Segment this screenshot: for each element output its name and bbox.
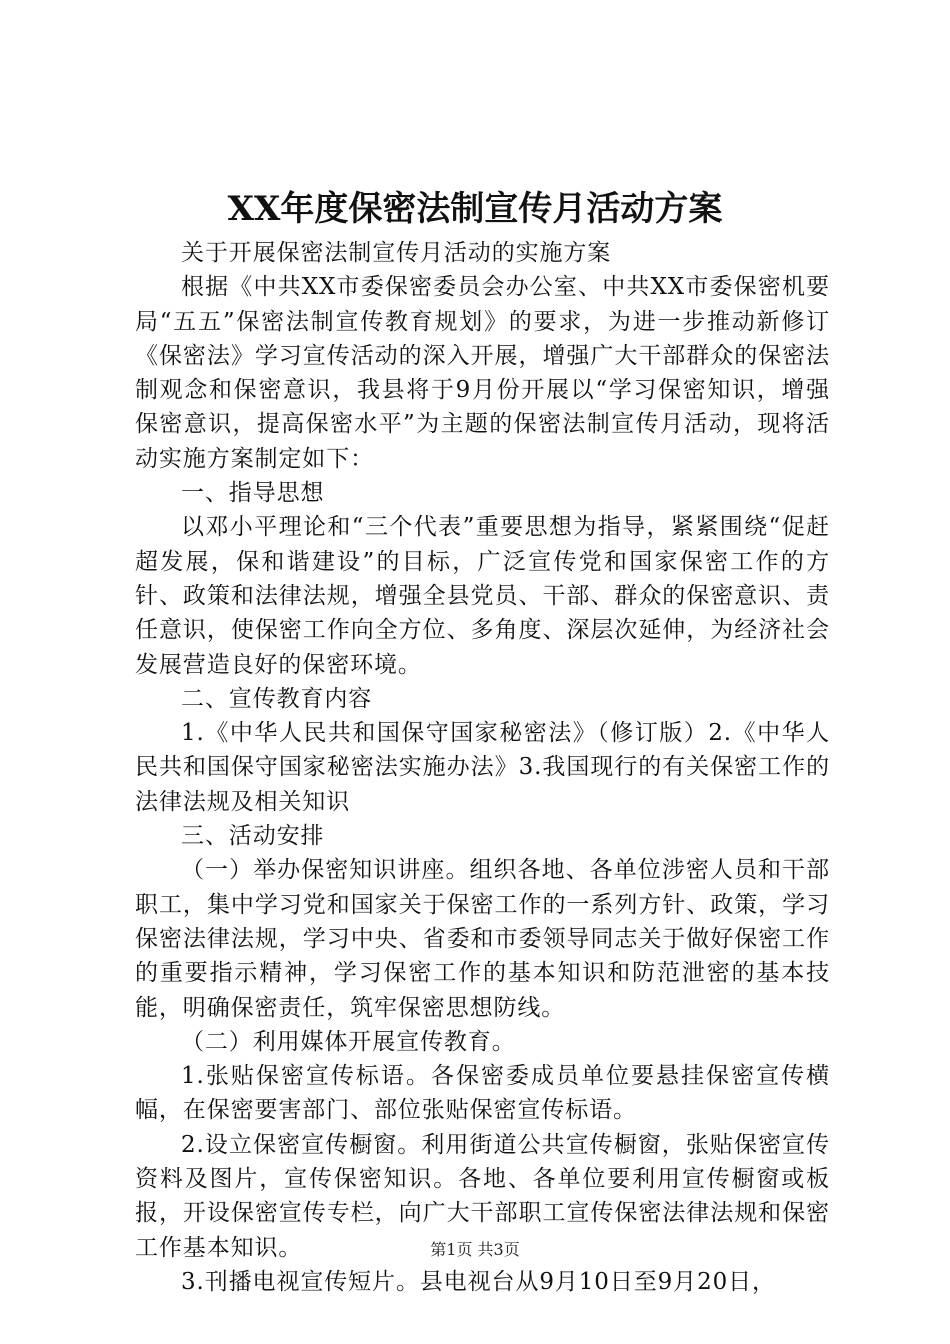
intro-paragraph: 根据《中共XX市委保密委员会办公室、中共XX市委保密机要局“五五”保密法制宣传教育规划》的要求，为进一步推动新修订《保密法》学习宣传活动的深入开展，增强广大干部群众的保密法制观念和保密意识，我县将于9月份开展以“学习保密知识，增强保密意识，提高保密水平”为主题的保密法制宣传月活动，现将活动实施方案制定如下： <box>135 274 830 472</box>
body-paragraph: 1.张贴保密宣传标语。各保密委成员单位要悬挂保密宣传横幅，在保密要害部门、部位张贴保密宣传标语。 <box>135 1063 830 1124</box>
body-paragraph: 1.《中华人民共和国保守国家秘密法》（修订版）2.《中华人民共和国保守国家秘密法实施办法》3.我国现行的有关保密工作的法律法规及相关知识 <box>135 720 830 815</box>
subtitle-paragraph: 关于开展保密法制宣传月活动的实施方案 <box>181 240 612 266</box>
body-paragraph: 以邓小平理论和“三个代表”重要思想为指导，紧紧围绕“促赶超发展，保和谐建设”的目标，广泛宣传党和国家保密工作的方针、政策和法律法规，增强全县党员、干部、群众的保密意识、责任意识，使保密工作向全方位、多角度、深层次延伸，为经济社会发展营造良好的保密环境。 <box>135 514 830 678</box>
section-heading: 三、活动安排 <box>181 823 325 850</box>
document-title: XX年度保密法制宣传月活动方案 <box>227 189 723 229</box>
body-paragraph: 3.刊播电视宣传短片。县电视台从9月10日至9月20日， <box>181 1268 776 1295</box>
section-heading: 二、宣传教育内容 <box>181 685 373 712</box>
document-body <box>135 236 830 1299</box>
page-footer: 第1页 共3页 <box>430 1240 520 1259</box>
body-paragraph: 2.设立保密宣传橱窗。利用街道公共宣传橱窗，张贴保密宣传资料及图片，宣传保密知识。各地、各单位要利用宣传橱窗或板报，开设保密宣传专栏，向广大干部职工宣传保密法律法规和保密工作基本知识。 <box>135 1131 830 1261</box>
body-paragraph: （一）举办保密知识讲座。组织各地、各单位涉密人员和干部职工，集中学习党和国家关于保密工作的一系列方针、政策，学习保密法律法规，学习中央、省委和市委领导同志关于做好保密工作的重要指示精神，学习保密工作的基本知识和防范泄密的基本技能，明确保密责任，筑牢保密思想防线。 <box>135 857 830 1021</box>
subsection-heading: （二）利用媒体开展宣传教育。 <box>181 1028 516 1055</box>
section-heading: 一、指导思想 <box>181 480 325 507</box>
